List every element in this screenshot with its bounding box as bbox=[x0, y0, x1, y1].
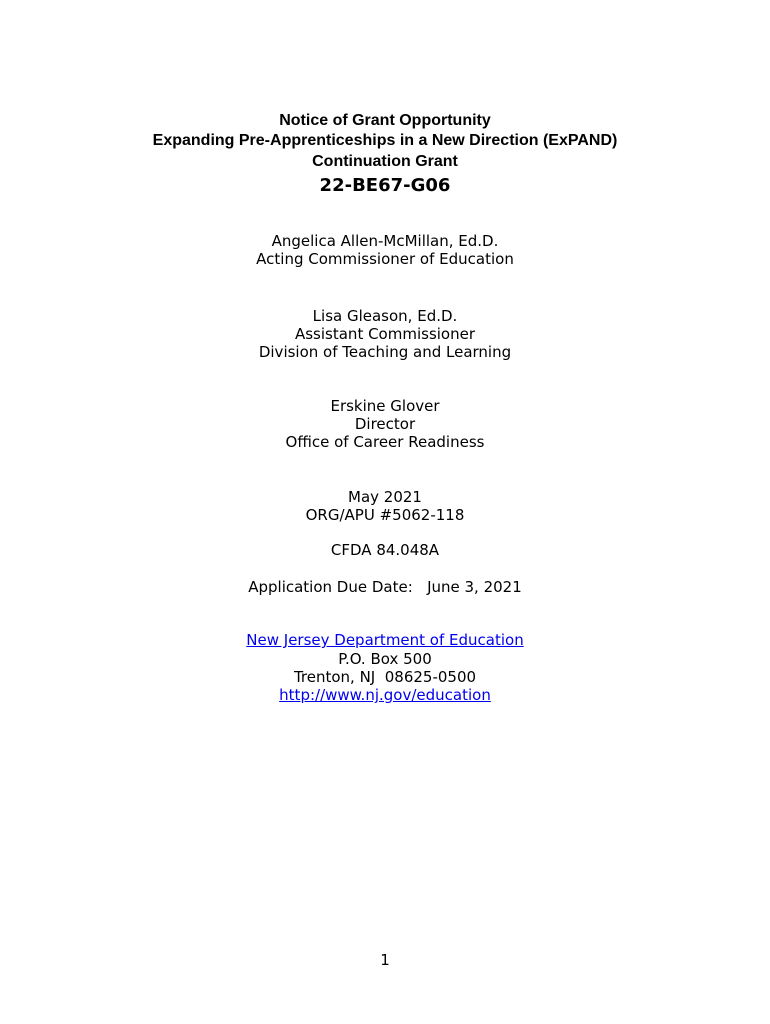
website-link[interactable]: http://www.nj.gov/education bbox=[279, 686, 491, 704]
due-date-label: Application Due Date: bbox=[248, 578, 413, 596]
page-number: 1 bbox=[380, 951, 390, 969]
notice-heading: Notice of Grant Opportunity bbox=[279, 112, 491, 129]
website-link-line bbox=[0, 686, 770, 704]
issue-date: May 2021 bbox=[348, 488, 422, 506]
grant-number: 22-BE67-G06 bbox=[319, 175, 451, 196]
cfda-number: CFDA 84.048A bbox=[330, 541, 440, 559]
grant-type: Continuation Grant bbox=[312, 153, 458, 170]
assistant-commissioner-name: Lisa Gleason, Ed.D. bbox=[312, 307, 458, 325]
assistant-commissioner-title: Assistant Commissioner bbox=[294, 325, 476, 343]
city-state-zip: Trenton, NJ 08625-0500 bbox=[293, 668, 477, 686]
po-box: P.O. Box 500 bbox=[338, 650, 432, 668]
due-date-line bbox=[0, 578, 770, 596]
program-title: Expanding Pre-Apprenticeships in a New Direction (ExPAND) bbox=[152, 132, 618, 149]
department-link[interactable]: New Jersey Department of Education bbox=[246, 631, 524, 649]
due-date-value: June 3, 2021 bbox=[427, 578, 522, 596]
department-link-line bbox=[0, 631, 770, 649]
commissioner-title: Acting Commissioner of Education bbox=[256, 250, 514, 268]
director-name: Erskine Glover bbox=[330, 397, 440, 415]
org-apu-number: ORG/APU #5062-118 bbox=[305, 506, 465, 524]
commissioner-name: Angelica Allen-McMillan, Ed.D. bbox=[271, 232, 499, 250]
assistant-commissioner-division: Division of Teaching and Learning bbox=[258, 343, 512, 361]
director-title: Director bbox=[354, 415, 416, 433]
director-office: Office of Career Readiness bbox=[285, 433, 485, 451]
